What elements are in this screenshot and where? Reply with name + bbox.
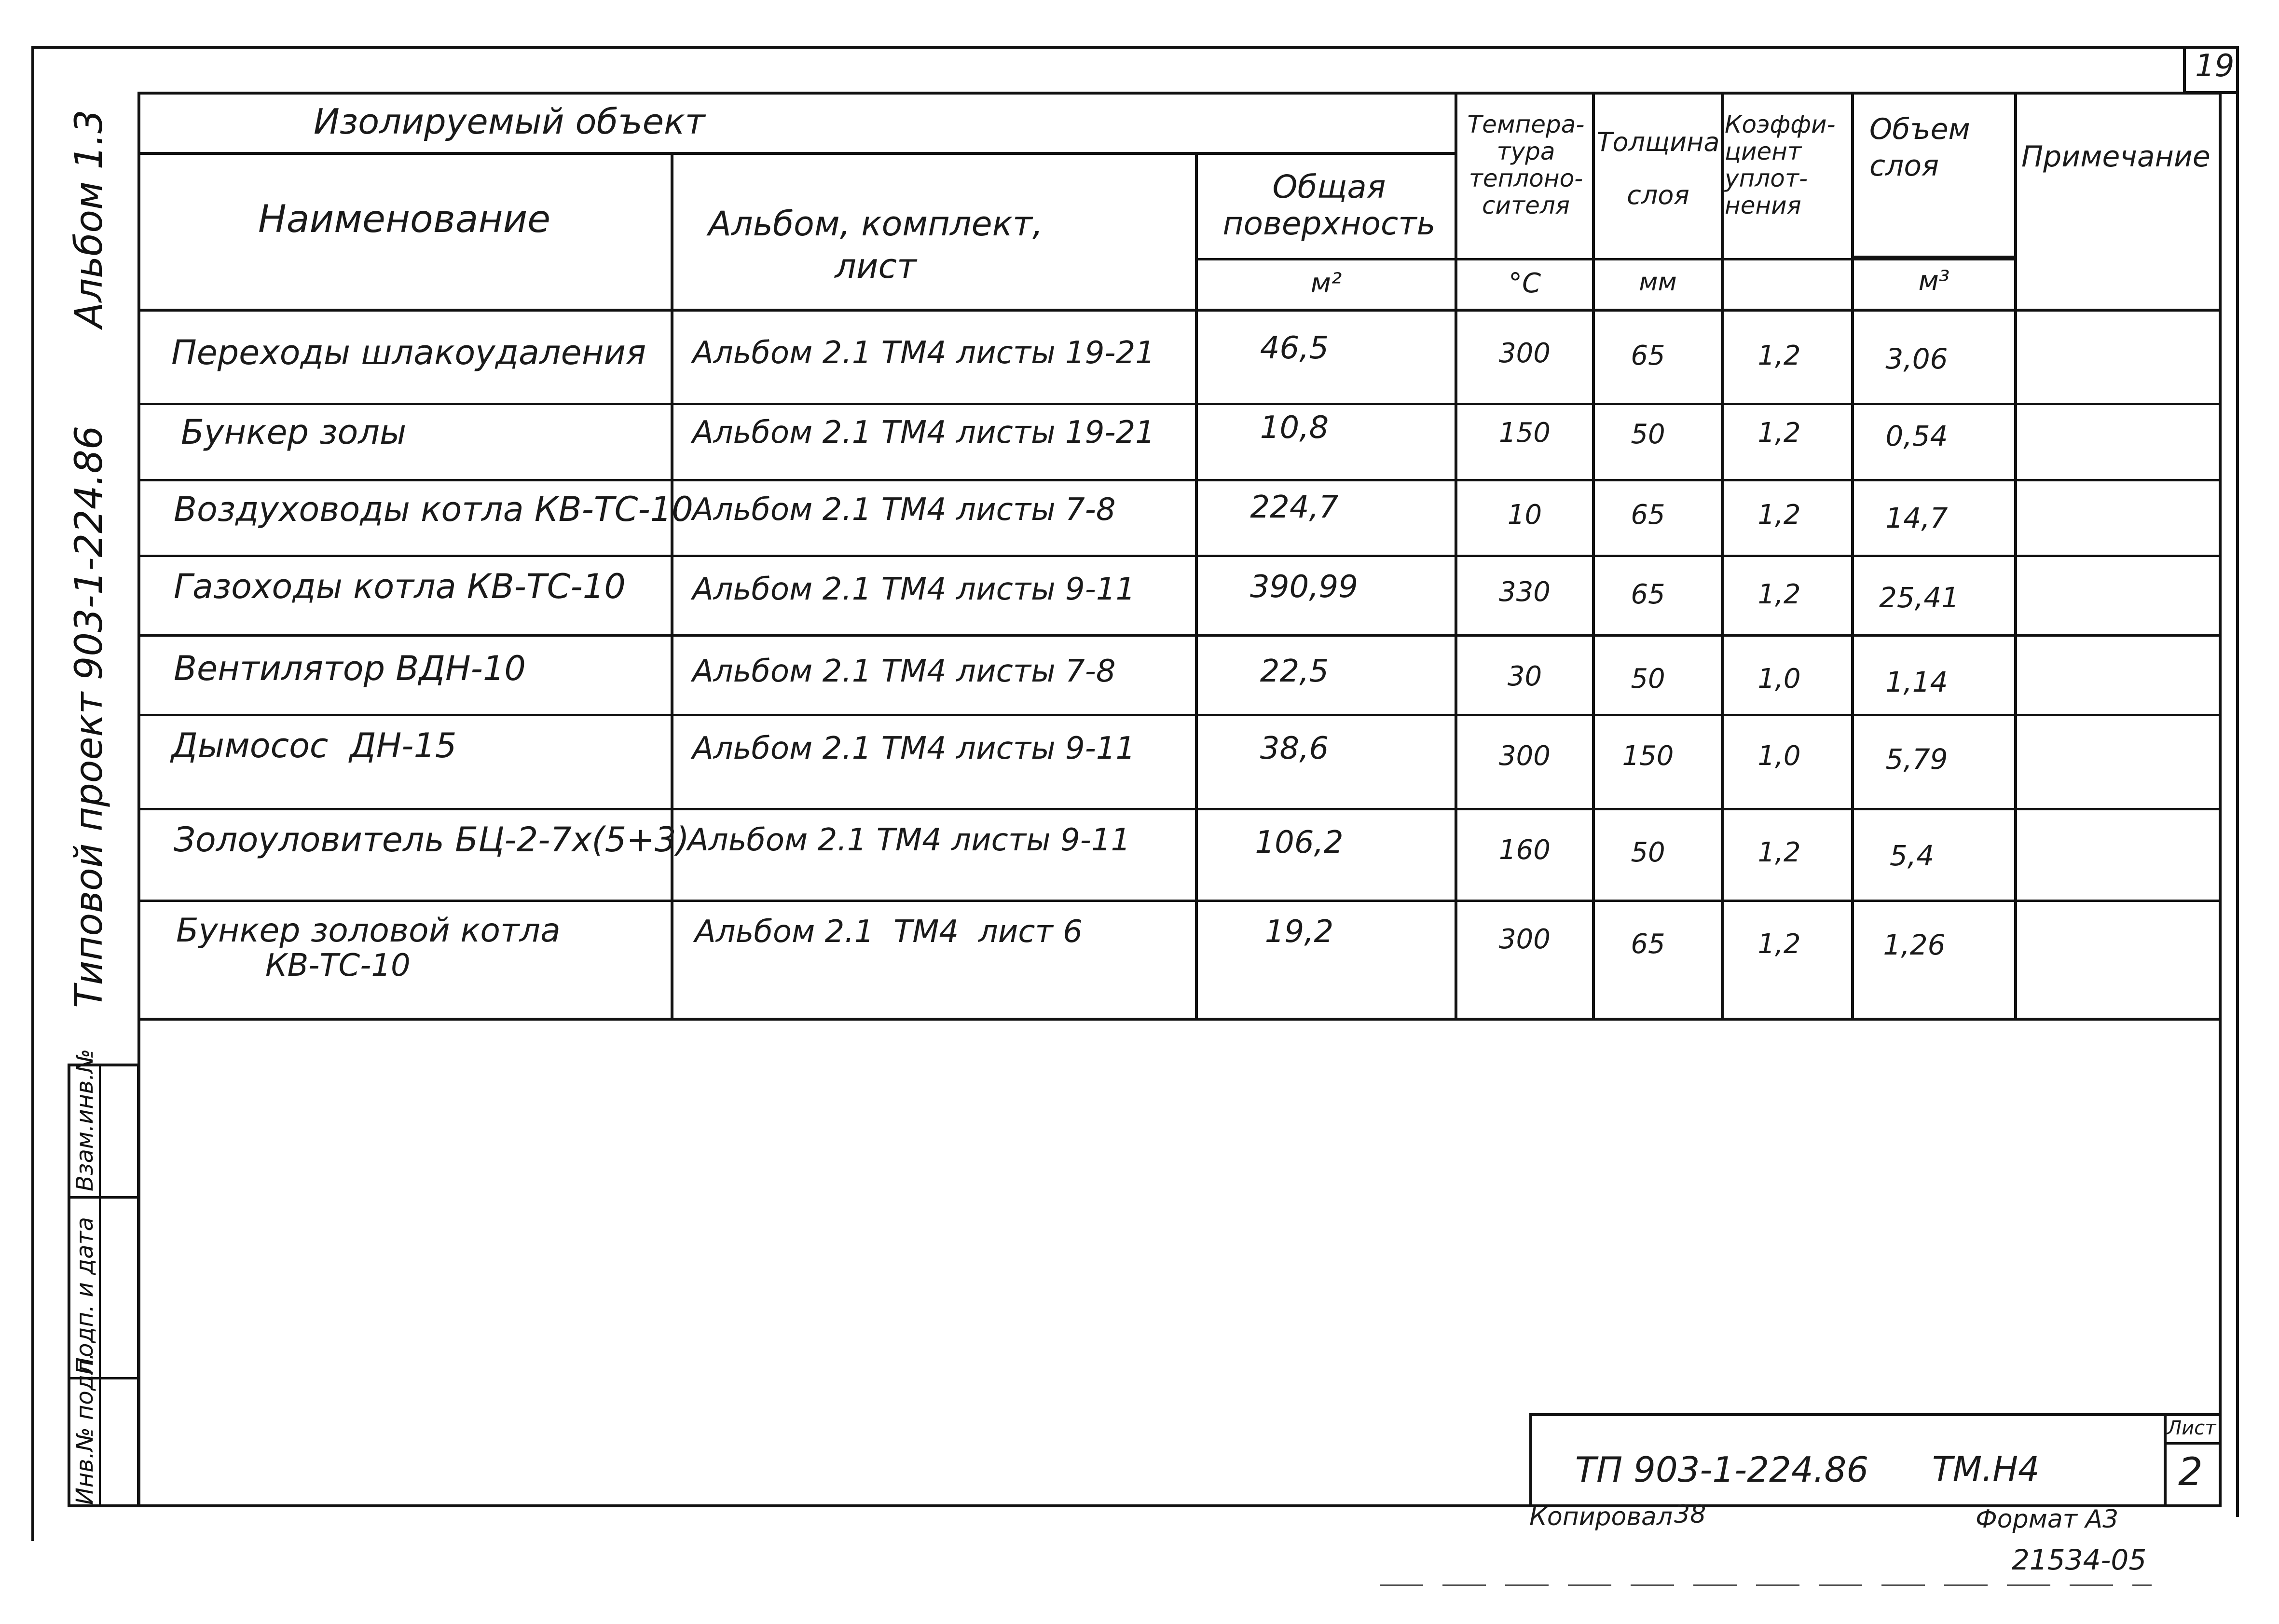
stamp-sheet-number: 2: [2178, 1449, 2203, 1494]
row-8-temp: 300: [1499, 924, 1551, 955]
header-line-object: [137, 152, 1457, 155]
row-line-2: [137, 479, 2222, 481]
row-6-volume: 5,79: [1885, 743, 1948, 776]
row-6-name: Дымосос ДН-15: [171, 726, 457, 765]
row-6-coef: 1,0: [1757, 740, 1801, 772]
row-line-1: [137, 403, 2222, 405]
col-line-1: [671, 152, 673, 1018]
header-object-group: Изолируемый объект: [314, 101, 705, 142]
row-1-name: Переходы шлакоудаления: [171, 333, 646, 372]
header-temp-unit: °С: [1508, 268, 1541, 299]
header-line-units: [1196, 258, 2017, 260]
stamp-sheet-divider: [2164, 1413, 2167, 1507]
row-7-name: Золоуловитель БЦ-2-7х(5+3): [174, 820, 689, 860]
header-temp: Темпера-тура теплоно-сителя: [1467, 110, 1585, 219]
row-line-5: [137, 714, 2222, 716]
row-1-volume: 3,06: [1885, 342, 1948, 375]
row-7-volume: 5,4: [1889, 839, 1935, 872]
side-vzam-inv: Взам.инв.№: [71, 1049, 98, 1191]
footer-inv-number: 21534-05: [2012, 1543, 2147, 1576]
stamp-sheet-label-line: [2164, 1442, 2222, 1445]
row-8-name-line2: КВ-ТС-10: [265, 948, 411, 983]
row-6-thick: 150: [1622, 740, 1674, 772]
row-5-thick: 50: [1631, 663, 1665, 695]
row-1-thick: 65: [1631, 340, 1665, 371]
side-sign-date: Подп. и дата: [71, 1217, 98, 1375]
row-5-volume: 1,14: [1885, 666, 1948, 698]
row-2-coef: 1,2: [1757, 417, 1801, 449]
footer-dashed-line: [1380, 1584, 2152, 1586]
header-coef: Коэффи-циент уплот-нения: [1725, 110, 1836, 219]
row-2-thick: 50: [1631, 419, 1665, 450]
row-3-surface: 224,7: [1250, 490, 1339, 525]
row-2-album: Альбом 2.1 ТМ4 листы 19-21: [692, 415, 1155, 450]
row-7-thick: 50: [1631, 837, 1665, 868]
row-line-4: [137, 634, 2222, 637]
header-line-units2: [1853, 256, 2017, 258]
row-6-surface: 38,6: [1260, 731, 1329, 766]
frame-top-line: [31, 46, 2239, 49]
header-name: Наименование: [258, 198, 551, 241]
stamp-sheet-label: Лист: [2167, 1417, 2216, 1439]
frame-left-line: [31, 46, 34, 1541]
row-5-temp: 30: [1507, 661, 1542, 692]
stamp-left-line: [1529, 1413, 1532, 1507]
row-5-name: Вентилятор ВДН-10: [174, 649, 526, 688]
row-7-temp: 160: [1499, 834, 1551, 866]
side-project-label: Типовой проект 903-1-224.86: [68, 425, 111, 1008]
row-4-temp: 330: [1499, 576, 1551, 608]
row-line-8: [137, 1018, 2222, 1021]
row-7-coef: 1,2: [1757, 837, 1801, 868]
row-3-temp: 10: [1507, 499, 1542, 531]
row-1-surface: 46,5: [1260, 330, 1329, 366]
row-7-surface: 106,2: [1255, 825, 1344, 860]
row-3-volume: 14,7: [1885, 502, 1948, 534]
row-8-volume: 1,26: [1883, 928, 1946, 961]
header-bottom-line: [137, 309, 2222, 312]
row-1-temp: 300: [1499, 338, 1551, 369]
stamp-code: ТП 903-1-224.86: [1575, 1449, 1869, 1490]
row-5-surface: 22,5: [1260, 654, 1329, 689]
row-4-coef: 1,2: [1757, 579, 1801, 610]
footer-copied: Копировал: [1529, 1502, 1673, 1531]
row-line-7: [137, 900, 2222, 902]
header-surface-unit: м²: [1310, 268, 1342, 299]
corner-sheet-number: 19: [2195, 48, 2235, 84]
row-8-album: Альбом 2.1 ТМ4 лист 6: [695, 914, 1083, 950]
header-volume: Объем слоя: [1869, 112, 1970, 183]
footer-copied-sign: 38: [1674, 1500, 1706, 1529]
header-volume-unit: м³: [1918, 265, 1950, 297]
stamp-top-line: [1529, 1413, 2222, 1416]
row-2-name: Бункер золы: [181, 412, 407, 452]
row-3-name: Воздуховоды котла КВ-ТС-10: [174, 490, 693, 529]
row-8-coef: 1,2: [1757, 928, 1801, 960]
row-2-volume: 0,54: [1885, 420, 1948, 452]
header-album-set: Альбом, комплект, лист: [708, 204, 1043, 286]
row-5-album: Альбом 2.1 ТМ4 листы 7-8: [692, 654, 1116, 689]
row-8-name: Бункер золовой котла: [176, 912, 561, 950]
row-2-temp: 150: [1499, 417, 1551, 449]
frame-right-line: [2236, 46, 2239, 1517]
row-4-volume: 25,41: [1879, 581, 1960, 614]
row-1-album: Альбом 2.1 ТМ4 листы 19-21: [692, 335, 1155, 371]
side-stamp-row1: [68, 1196, 140, 1199]
side-inv-orig: Инв.№ подл.: [71, 1352, 98, 1505]
row-7-album: Альбом 2.1 ТМ4 листы 9-11: [687, 822, 1131, 858]
row-3-album: Альбом 2.1 ТМ4 листы 7-8: [692, 492, 1116, 528]
row-4-surface: 390,99: [1250, 569, 1358, 605]
row-6-temp: 300: [1499, 740, 1551, 772]
row-6-album: Альбом 2.1 ТМ4 листы 9-11: [692, 731, 1136, 766]
row-line-3: [137, 555, 2222, 557]
side-album-label: Альбом 1.3: [68, 109, 111, 328]
header-surface: Общая поверхность: [1222, 168, 1436, 242]
row-8-surface: 19,2: [1264, 914, 1334, 950]
side-stamp-divider: [99, 1064, 101, 1507]
stamp-mark: ТМ.Н4: [1932, 1449, 2040, 1489]
row-4-name: Газоходы котла КВ-ТС-10: [174, 567, 626, 606]
row-5-coef: 1,0: [1757, 663, 1801, 695]
row-line-6: [137, 808, 2222, 810]
row-2-surface: 10,8: [1260, 410, 1329, 446]
header-note: Примечание: [2021, 140, 2210, 174]
row-4-album: Альбом 2.1 ТМ4 листы 9-11: [692, 572, 1136, 607]
row-4-thick: 65: [1631, 579, 1665, 610]
main-table-frame: [137, 92, 2222, 1507]
header-thickness-unit: мм: [1639, 268, 1677, 297]
header-thickness: Толщина слоя: [1596, 127, 1720, 210]
row-8-thick: 65: [1631, 928, 1665, 960]
row-1-coef: 1,2: [1757, 340, 1801, 371]
row-3-coef: 1,2: [1757, 499, 1801, 531]
footer-format: Формат А3: [1976, 1505, 2119, 1534]
row-3-thick: 65: [1631, 499, 1665, 531]
